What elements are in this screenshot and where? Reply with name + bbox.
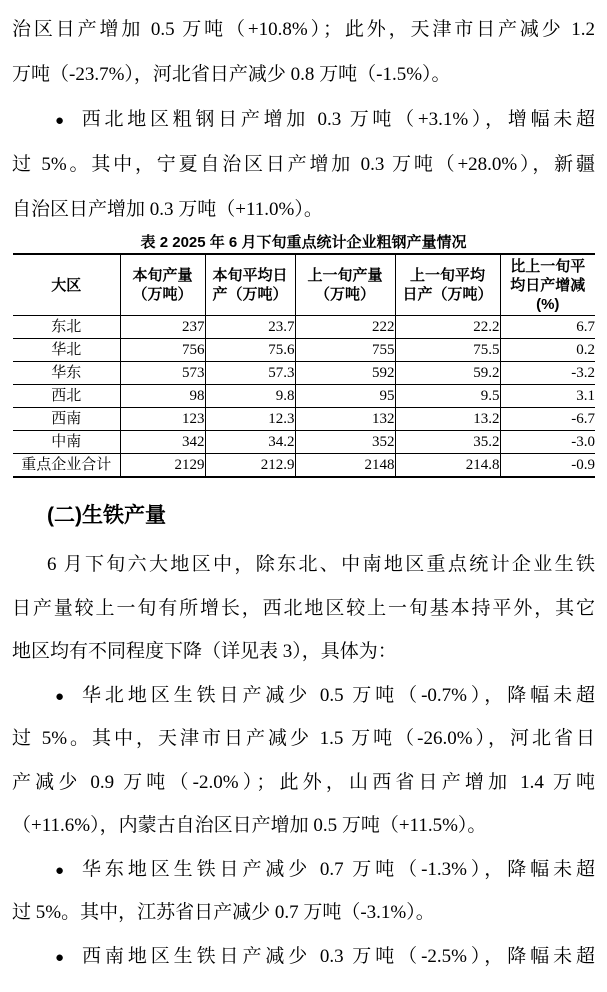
bullet-icon: ● [55, 949, 68, 966]
bullet-line [12, 97, 595, 142]
cell-change-pct: 6.7 [500, 316, 595, 339]
cell-change-pct: 3.1 [500, 385, 595, 408]
bullet-line [12, 935, 595, 979]
crude-steel-output-table [13, 253, 595, 478]
text-line: 过 5%。其中，江苏省日产减少 0.7 万吨（-3.1%）。 [12, 902, 435, 923]
table-row-total [13, 454, 595, 478]
cell-current-output: 2129 [120, 454, 205, 478]
bullet-text: 华东地区生铁日产减少 0.7 万吨（-1.3%），降幅未超 [81, 858, 595, 880]
cell-current-output: 123 [120, 408, 205, 431]
cell-current-daily-avg: 12.3 [205, 408, 295, 431]
bullet-line [12, 674, 595, 718]
text-line: 产减少 0.9 万吨（-2.0%）；此外，山西省日产增加 1.4 万吨 [12, 771, 595, 793]
cell-previous-daily-avg: 59.2 [395, 362, 500, 385]
cell-current-daily-avg: 34.2 [205, 431, 295, 454]
cell-region: 中南 [51, 434, 82, 450]
cell-previous-output: 95 [295, 385, 395, 408]
text-line: 日产量较上一旬有所增长，西北地区较上一旬基本持平外，其它 [12, 597, 595, 619]
table-row [13, 339, 595, 362]
text-line: 万吨（-23.7%），河北省日产减少 0.8 万吨（-1.5%）。 [12, 64, 451, 85]
cell-current-output: 342 [120, 431, 205, 454]
cell-current-output: 756 [120, 339, 205, 362]
section-heading-pig-iron: (二)生铁产量 [47, 504, 166, 527]
bullet-text: 西北地区粗钢日产增加 0.3 万吨（+3.1%），增幅未超 [81, 109, 596, 130]
cell-previous-output: 592 [295, 362, 395, 385]
col-header-change-pct: 比上一旬平 均日产增减 (%) [500, 254, 595, 316]
col-header-previous-output: 上一旬产量 （万吨） [295, 254, 395, 316]
cell-previous-daily-avg: 13.2 [395, 408, 500, 431]
cell-change-pct: -0.9 [500, 454, 595, 478]
text-line: 6 月下旬六大地区中，除东北、中南地区重点统计企业生铁 [47, 554, 595, 575]
cell-previous-output: 2148 [295, 454, 395, 478]
continuation-paragraph [12, 7, 595, 232]
cell-change-pct: -3.0 [500, 431, 595, 454]
text-line: 地区均有不同程度下降（详见表 3），具体为： [12, 641, 397, 662]
text-line: 过 5%。其中，宁夏自治区日产增加 0.3 万吨（+28.0%），新疆 [12, 154, 595, 175]
cell-change-pct: -6.7 [500, 408, 595, 431]
text-line: 自治区日产增加 0.3 万吨（+11.0%）。 [12, 199, 323, 220]
cell-previous-daily-avg: 214.8 [395, 454, 500, 478]
table-row [13, 408, 595, 431]
cell-current-daily-avg: 57.3 [205, 362, 295, 385]
bullet-line [12, 848, 595, 892]
cell-region: 重点企业合计 [21, 457, 112, 473]
cell-previous-daily-avg: 9.5 [395, 385, 500, 408]
cell-previous-output: 132 [295, 408, 395, 431]
cell-current-daily-avg: 9.8 [205, 385, 295, 408]
bullet-icon: ● [55, 862, 68, 879]
bullet-icon: ● [55, 113, 68, 129]
col-header-current-output: 本旬产量 （万吨） [120, 254, 205, 316]
cell-region: 华东 [51, 365, 82, 381]
text-line: 治区日产增加 0.5 万吨（+10.8%）；此外，天津市日产减少 1.2 [12, 19, 595, 40]
table-row [13, 362, 595, 385]
table-caption: 表 2 2025 年 6 月下旬重点统计企业粗钢产量情况 [140, 234, 467, 251]
bullet-text: 华北地区生铁日产减少 0.5 万吨（-0.7%），降幅未超 [81, 684, 595, 706]
cell-current-output: 237 [120, 316, 205, 339]
pig-iron-section [12, 543, 595, 978]
cell-change-pct: -3.2 [500, 362, 595, 385]
cell-previous-daily-avg: 35.2 [395, 431, 500, 454]
col-header-region: 大区 [51, 276, 82, 294]
table-row [13, 431, 595, 454]
cell-current-daily-avg: 212.9 [205, 454, 295, 478]
table-row [13, 316, 595, 339]
cell-current-output: 98 [120, 385, 205, 408]
cell-previous-output: 755 [295, 339, 395, 362]
col-header-current-daily-avg: 本旬平均日 产（万吨） [205, 254, 295, 316]
col-header-previous-daily-avg: 上一旬平均 日产（万吨） [395, 254, 500, 316]
cell-current-output: 573 [120, 362, 205, 385]
table-row [13, 385, 595, 408]
cell-region: 华北 [51, 342, 82, 358]
cell-region: 东北 [51, 319, 82, 335]
cell-current-daily-avg: 23.7 [205, 316, 295, 339]
cell-current-daily-avg: 75.6 [205, 339, 295, 362]
text-line: 过 5%。其中，天津市日产减少 1.5 万吨（-26.0%），河北省日 [12, 728, 595, 749]
cell-region: 西南 [51, 411, 82, 427]
cell-previous-output: 222 [295, 316, 395, 339]
bullet-text: 西南地区生铁日产减少 0.3 万吨（-2.5%），降幅未超 [81, 945, 595, 967]
cell-previous-daily-avg: 75.5 [395, 339, 500, 362]
cell-region: 西北 [51, 388, 82, 404]
cell-previous-daily-avg: 22.2 [395, 316, 500, 339]
cell-change-pct: 0.2 [500, 339, 595, 362]
text-line: （+11.6%），内蒙古自治区日产增加 0.5 万吨（+11.5%）。 [12, 815, 487, 836]
table-header-row [13, 254, 595, 316]
bullet-icon: ● [55, 688, 68, 705]
cell-previous-output: 352 [295, 431, 395, 454]
document-page [0, 7, 607, 978]
